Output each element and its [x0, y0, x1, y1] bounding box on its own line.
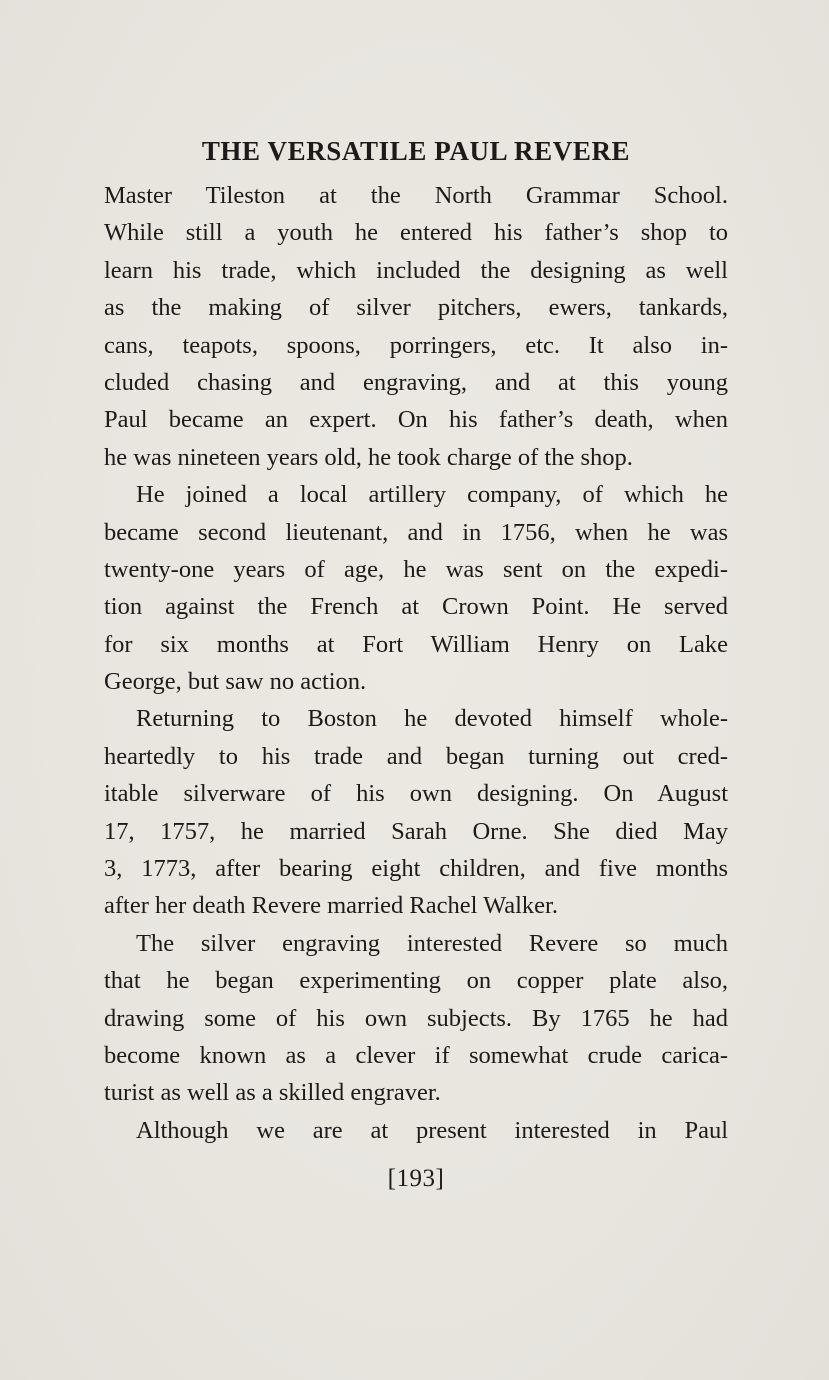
text-line: tion against the French at Crown Point. He served: [104, 593, 728, 621]
text-line: 17, 1757, he married Sarah Orne. She died May: [104, 817, 728, 845]
paragraph-1: [104, 177, 728, 476]
text-line: He joined a local artillery company, of which he: [136, 481, 728, 509]
text-line: after her death Revere married Rachel Walker.: [104, 892, 558, 920]
text-block: [104, 125, 728, 1201]
text-line: The silver engraving interested Revere so much: [136, 929, 728, 957]
text-line: George, but saw no action.: [104, 668, 367, 696]
text-line: Although we are at present interested in Paul: [136, 1116, 728, 1144]
text-line: drawing some of his own subjects. By 1765 he had: [104, 1004, 728, 1032]
text-line: Returning to Boston he devoted himself whole-: [136, 705, 728, 733]
page-number: [193]: [387, 1165, 445, 1193]
text-line: itable silverware of his own designing. On August: [104, 780, 728, 808]
text-line: as the making of silver pitchers, ewers, tankards,: [104, 294, 728, 322]
running-head: THE VERSATILE PAUL REVERE: [201, 136, 631, 166]
text-line: turist as well as a skilled engraver.: [104, 1079, 441, 1107]
text-line: 3, 1773, after bearing eight children, and five months: [104, 855, 728, 883]
text-line: Paul became an expert. On his father’s death, when: [104, 406, 728, 434]
text-line: learn his trade, which included the designing as well: [104, 256, 728, 284]
text-line: twenty-one years of age, he was sent on the expedi-: [104, 555, 728, 583]
text-line: he was nineteen years old, he took charge of the shop.: [104, 443, 633, 471]
text-line: that he began experimenting on copper plate also,: [104, 967, 728, 995]
text-line: for six months at Fort William Henry on Lake: [104, 630, 728, 658]
text-line: cans, teapots, spoons, porringers, etc. It also in-: [104, 331, 728, 359]
paragraph-5: [104, 1112, 728, 1149]
text-line: become known as a clever if somewhat crude carica-: [104, 1041, 728, 1069]
paragraph-2: [104, 476, 728, 700]
paragraph-3: [104, 700, 728, 924]
paragraph-4: [104, 925, 728, 1112]
text-line: heartedly to his trade and began turning out cred-: [104, 742, 728, 770]
text-line: cluded chasing and engraving, and at this young: [104, 368, 728, 396]
text-line: Master Tileston at the North Grammar School.: [104, 182, 728, 209]
text-line: became second lieutenant, and in 1756, when he was: [104, 518, 728, 546]
text-line: While still a youth he entered his father’s shop to: [104, 219, 728, 247]
